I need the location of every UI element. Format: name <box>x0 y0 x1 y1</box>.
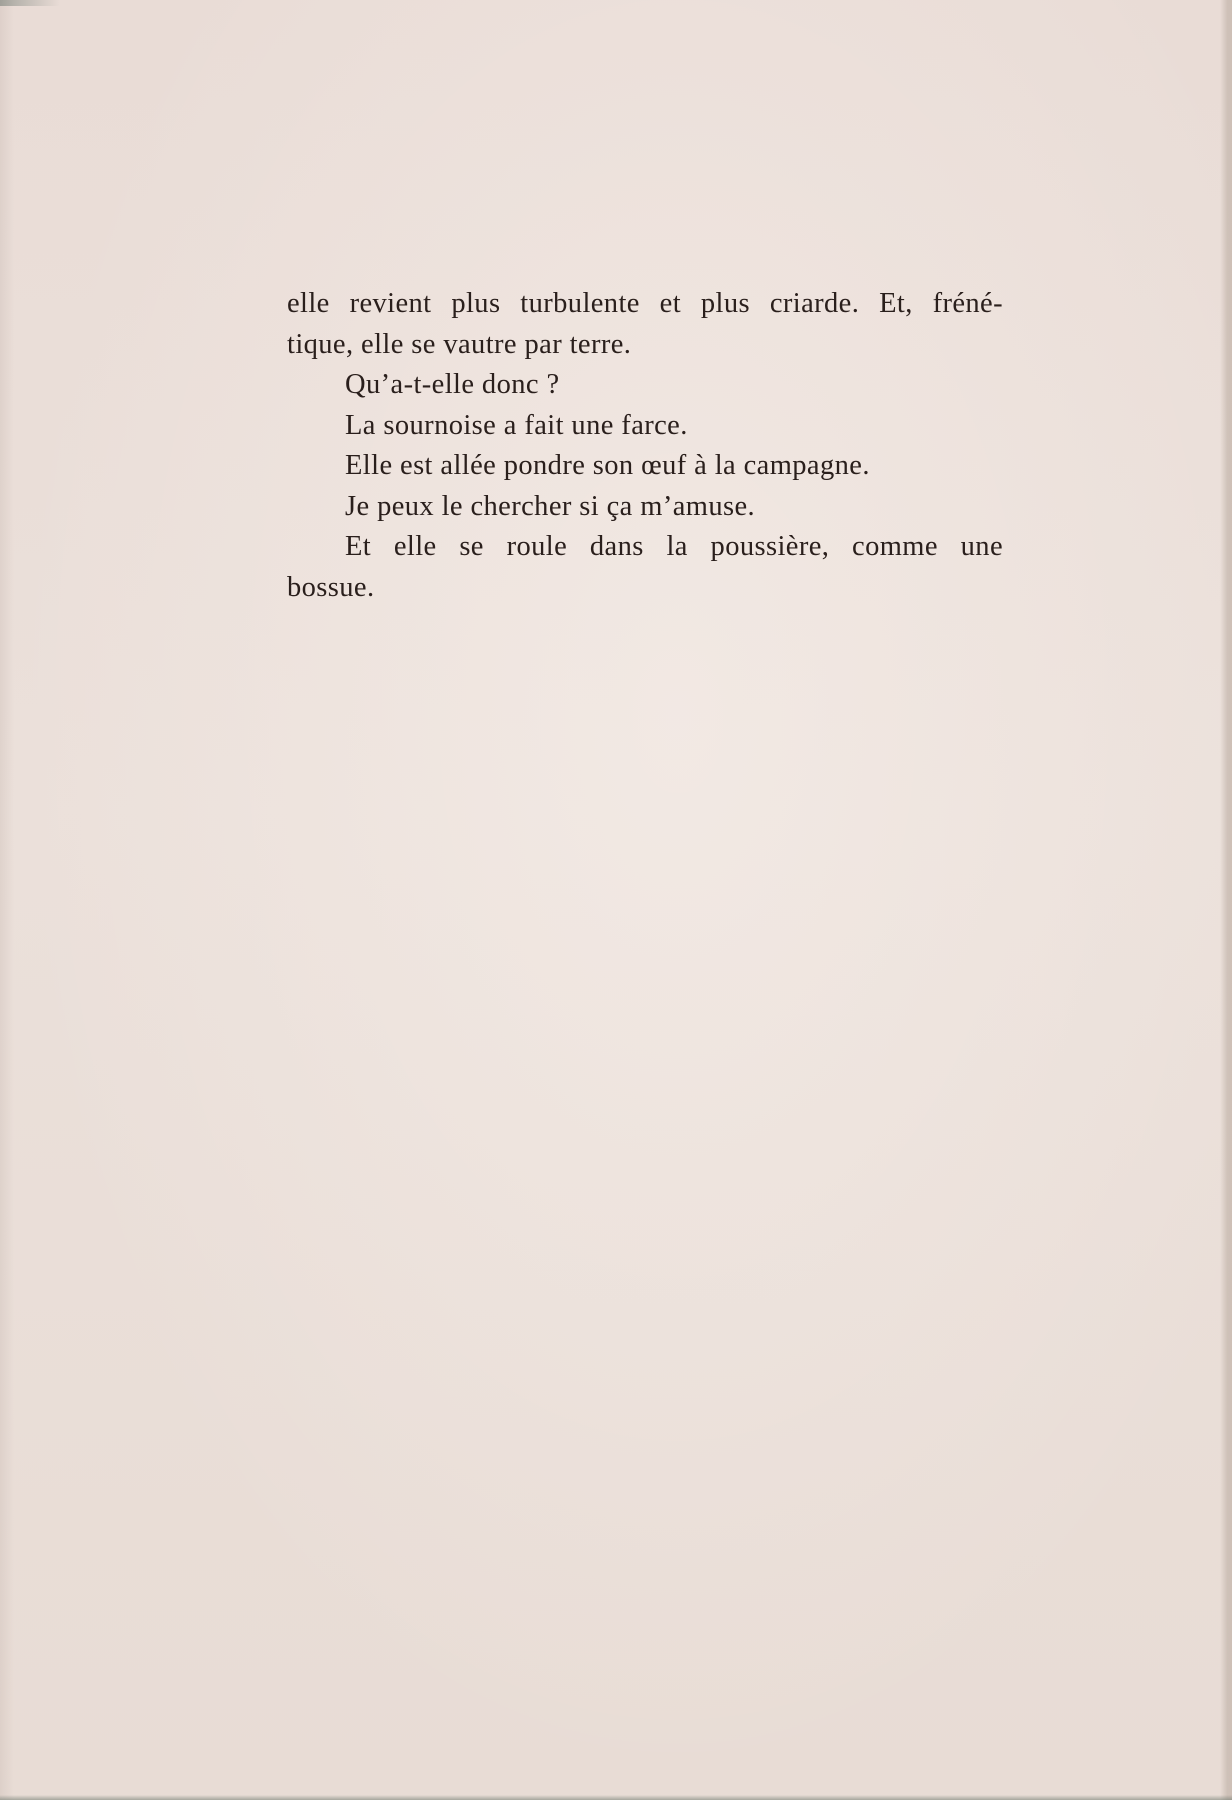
text-line: Et elle se roule dans la poussière, comme une <box>345 531 1003 562</box>
body-text <box>287 284 1003 608</box>
page-right-edge <box>1220 0 1232 1800</box>
text-line: elle revient plus turbulente et plus criarde. Et, fréné- <box>287 288 1003 319</box>
text-line: Je peux le chercher si ça m’amuse. <box>345 490 756 522</box>
text-line: Qu’a-t-elle donc ? <box>345 369 560 400</box>
text-line: Elle est allée pondre son œuf à la campagne. <box>345 450 870 481</box>
page-bottom-edge <box>0 1795 1232 1800</box>
text-line: La sournoise a fait une farce. <box>345 409 688 441</box>
text-line: bossue. <box>287 571 375 603</box>
page-corner-shadow <box>0 0 60 6</box>
text-line: tique, elle se vautre par terre. <box>287 328 632 360</box>
